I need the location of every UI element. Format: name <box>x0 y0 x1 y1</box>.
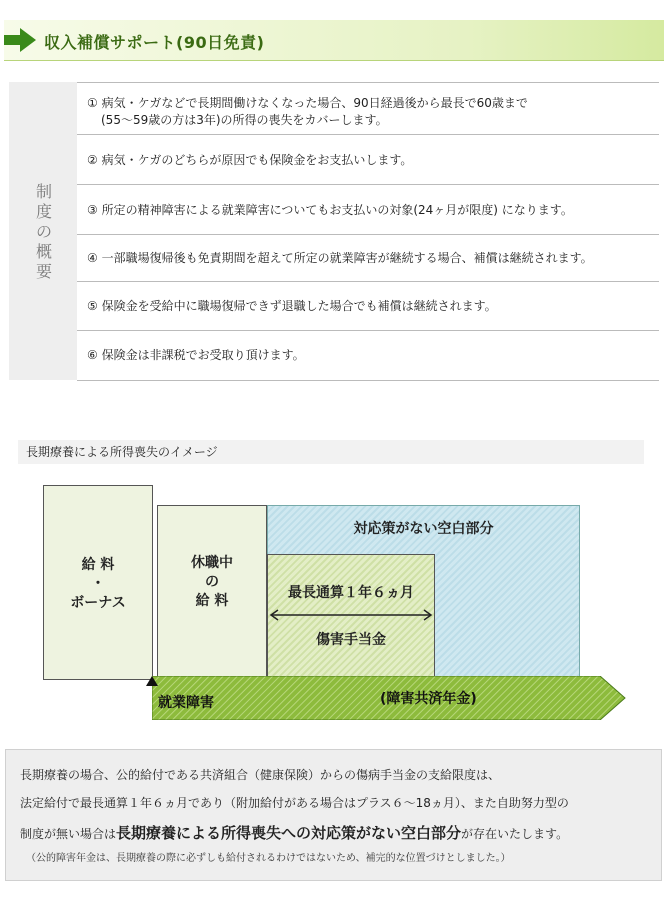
leave-label-2: の <box>205 574 219 590</box>
diagram-caption: 長期療養による所得喪失のイメージ <box>18 440 644 464</box>
note-line-2: 法定給付で最長通算１年６ヵ月であり（附加給付がある場合はプラス６〜18ヵ月）、また自助努力型の <box>20 796 569 810</box>
salary-label-2: ・ <box>91 576 105 592</box>
overview-row-1 <box>77 82 659 135</box>
overview-row-3 <box>77 184 659 235</box>
salary-label-3: ボーナス <box>70 595 126 611</box>
max-period-label: 最長通算１年６ヵ月 <box>288 585 414 601</box>
note-line-3-post: が存在いたします。 <box>461 827 569 841</box>
overview-row-5 <box>77 281 659 331</box>
note-line-3 <box>20 822 568 843</box>
overview-row-6 <box>77 330 659 381</box>
overview-table <box>9 82 659 380</box>
onset-marker-icon <box>146 676 158 686</box>
disability-onset-label: 就業障害 <box>158 695 214 711</box>
overview-row-6-text: ⑥ 保険金は非課税でお受取り頂けます。 <box>87 348 305 362</box>
gap-label: 対応策がない空白部分 <box>353 521 494 537</box>
income-loss-diagram <box>0 480 667 730</box>
overview-row-2-text: ② 病気・ケガのどちらが原因でも保険金をお支払いします。 <box>87 153 413 167</box>
overview-row-5-text: ⑤ 保険金を受給中に職場復帰できず退職した場合でも補償は継続されます。 <box>87 299 497 313</box>
overview-side-label: 制度の概要 <box>35 182 52 281</box>
leave-label-3: 給 料 <box>195 593 229 609</box>
leave-label-1: 休職中 <box>191 555 233 571</box>
leave-salary-box <box>157 505 267 680</box>
section-title: 収入補償サポート(90日免責) <box>44 33 265 52</box>
injury-allowance-label: 傷害手当金 <box>316 632 386 648</box>
overview-row-2 <box>77 134 659 185</box>
note-line-3-emphasis: 長期療養による所得喪失への対応策がない空白部分 <box>116 824 462 842</box>
salary-label-1: 給 料 <box>81 557 115 573</box>
note-line-4: （公的障害年金は、長期療養の際に必ずしも給付されるわけではないため、補完的な位置づけとしました。） <box>26 853 511 864</box>
overview-row-4 <box>77 234 659 282</box>
note-line-3-pre: 制度が無い場合は <box>20 827 117 841</box>
note-box <box>5 749 662 881</box>
overview-row-3-text: ③ 所定の精神障害による就業障害についてもお支払いの対象(24ヶ月が限度) になります。 <box>87 203 573 217</box>
salary-box <box>43 485 153 680</box>
overview-side <box>9 82 77 380</box>
arrow-right-icon <box>4 28 36 52</box>
pension-label: (障害共済年金) <box>380 691 477 707</box>
overview-row-1-line1: ① 病気・ケガなどで長期間働けなくなった場合、90日経過後から最長で60歳まで <box>87 96 528 110</box>
overview-row-1-line2: (55〜59歳の方は3年)の所得の喪失をカバーします。 <box>101 113 388 127</box>
note-line-1: 長期療養の場合、公的給付である共済組合（健康保険）からの傷病手当金の支給限度は、 <box>20 768 501 782</box>
section-header <box>4 20 664 61</box>
period-double-arrow <box>268 608 434 622</box>
injury-allowance-box <box>267 554 435 680</box>
overview-row-4-text: ④ 一部職場復帰後も免責期間を超えて所定の就業障害が継続する場合、補償は継続されます。 <box>87 251 593 265</box>
